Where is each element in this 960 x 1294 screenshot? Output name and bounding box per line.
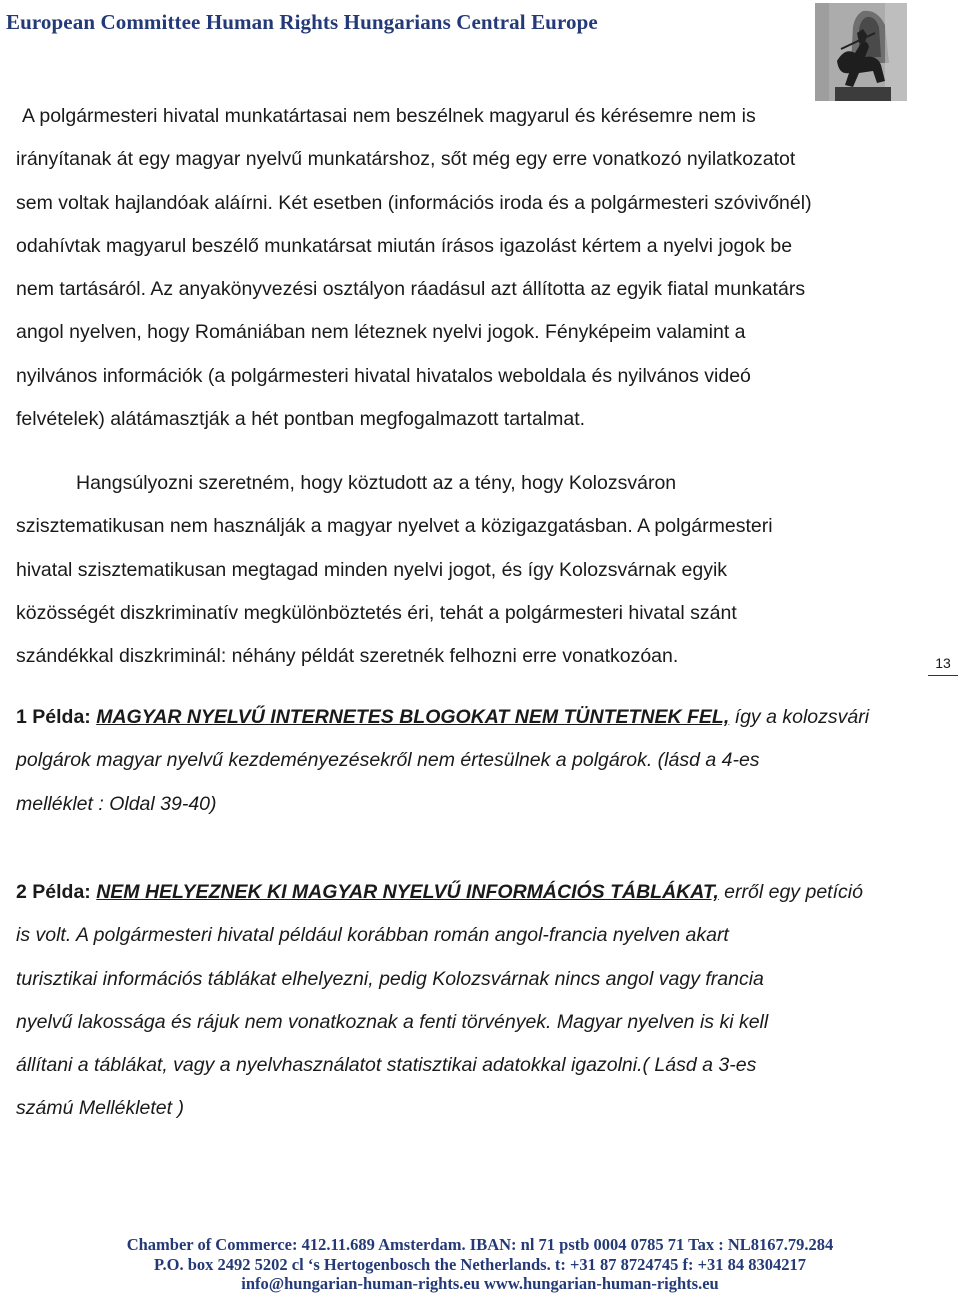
footer-line-2: P.O. box 2492 5202 cl ‘s Hertogenbosch the Netherlands. t: +31 87 8724745 f: +31 84 8304217 bbox=[153, 1255, 807, 1274]
example-2-heading: NEM HELYEZNEK KI MAGYAR NYELVŰ INFORMÁCIÓS TÁBLÁKAT, bbox=[96, 881, 719, 903]
paragraph-1 bbox=[16, 95, 901, 441]
example-1-heading: MAGYAR NYELVŰ INTERNETES BLOGOKAT NEM TÜNTETNEK FEL, bbox=[96, 706, 730, 728]
paragraph-1-line: nem tartásáról. Az anyakönyvezési osztályon ráadásul azt állította az egyik fiatal munkatárs bbox=[16, 278, 806, 301]
example-1 bbox=[16, 696, 901, 826]
footer-line-1: Chamber of Commerce: 412.11.689 Amsterdam. IBAN: nl 71 pstb 0004 0785 71 Tax : NL8167.79.284 bbox=[126, 1235, 834, 1254]
statue-logo-svg bbox=[815, 3, 907, 101]
paragraph-2-line: közösségét diszkriminatív megkülönböztetés éri, tehát a polgármesteri hivatal szánt bbox=[16, 601, 737, 624]
example-2-line1-rest: erről egy petíció bbox=[718, 881, 863, 903]
paragraph-1-line: sem voltak hajlandóak aláírni. Két esetben (információs iroda és a polgármesteri szóvivőnél) bbox=[16, 191, 812, 214]
example-1-line bbox=[16, 696, 901, 739]
paragraph-2 bbox=[16, 462, 901, 678]
paragraph-1-line: irányítanak át egy magyar nyelvű munkatárshoz, sőt még egy erre vonatkozó nyilatkozatot bbox=[16, 148, 796, 171]
example-2-line: nyelvű lakossága és rájuk nem vonatkoznak a fenti törvények. Magyar nyelven is ki kell bbox=[16, 1010, 769, 1033]
paragraph-2-line: szisztematikusan nem használják a magyar nyelvet a közigazgatásban. A polgármesteri bbox=[16, 515, 773, 538]
paragraph-2-line: hivatal szisztematikusan megtagad minden nyelvi jogot, és így Kolozsvárnak egyik bbox=[16, 558, 728, 581]
header-title: European Committee Human Rights Hungarians Central Europe bbox=[6, 10, 598, 34]
example-1-line: melléklet : Oldal 39-40) bbox=[16, 792, 217, 815]
example-1-line: polgárok magyar nyelvű kezdeményezésekről nem értesülnek a polgárok. (lásd a 4-es bbox=[16, 749, 760, 772]
paragraph-1-line: angol nyelven, hogy Romániában nem léteznek nyelvi jogok. Fényképeim valamint a bbox=[16, 321, 746, 344]
example-1-label: 1 Példa: bbox=[16, 706, 97, 728]
example-1-line1-rest: így a kolozsvári bbox=[729, 706, 870, 728]
paragraph-1-line: A polgármesteri hivatal munkatártasai nem beszélnek magyarul és kérésemre nem is bbox=[22, 105, 756, 127]
example-2-line: turisztikai információs táblákat elhelyezni, pedig Kolozsvárnak nincs angol vagy francia bbox=[16, 967, 764, 990]
example-2-line bbox=[16, 871, 901, 914]
page-number: 13 bbox=[928, 655, 958, 676]
example-2-line: számú Mellékletet ) bbox=[16, 1097, 184, 1120]
paragraph-2-line: Hangsúlyozni szeretném, hogy köztudott az a tény, hogy Kolozsváron bbox=[76, 472, 677, 494]
example-2-line: is volt. A polgármesteri hivatal például korábban román angol-francia nyelven akart bbox=[16, 924, 729, 947]
statue-logo-image bbox=[815, 3, 907, 101]
paragraph-1-line: felvételek) alátámasztják a hét pontban megfogalmazott tartalmat. bbox=[16, 408, 586, 431]
example-2-line: állítani a táblákat, vagy a nyelvhasználatot statisztikai adatokkal igazolni.( Lásd a 3-es bbox=[16, 1054, 757, 1077]
example-2 bbox=[16, 871, 901, 1131]
footer-line-3: info@hungarian-human-rights.eu www.hungarian-human-rights.eu bbox=[241, 1274, 719, 1293]
example-2-label: 2 Példa: bbox=[16, 881, 97, 903]
paragraph-2-line: szándékkal diszkriminál: néhány példát szeretnék felhozni erre vonatkozóan. bbox=[16, 645, 679, 668]
paragraph-1-line: nyilvános információk (a polgármesteri hivatal hivatalos weboldala és nyilvános videó bbox=[16, 364, 751, 387]
paragraph-1-line: odahívtak magyarul beszélő munkatársat miután írásos igazolást kértem a nyelvi jogok be bbox=[16, 234, 793, 257]
